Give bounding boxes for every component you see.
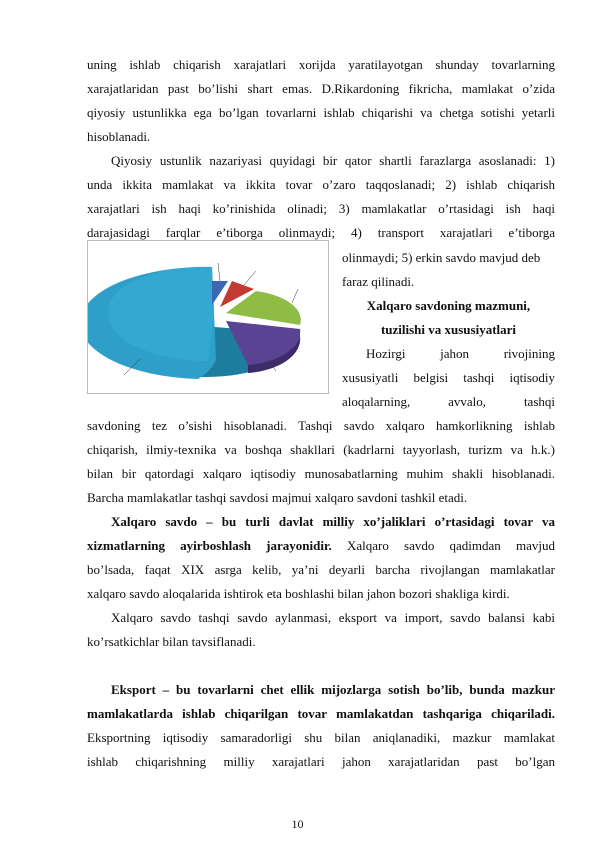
- body-text-line: Eksportning iqtisodiy samaradorligi shu bilan aniqlanadiki, mazkur mamlakat: [87, 730, 555, 745]
- body-text-line: bo’lsada, faqat XIX asrga kelib, ya’ni deyarli barcha rivojlangan mamlakatlar: [87, 562, 555, 577]
- mixed-text-line: [87, 538, 555, 554]
- bold-definition-line: Eksport – bu tovarlarni chet ellik mijozlarga sotish bo’lib, bunda mazkur: [111, 682, 555, 697]
- body-text-span: Xalqaro savdo qadimdan mavjud: [331, 538, 555, 553]
- section-heading: tuzilishi va xususiyatlari: [380, 322, 517, 337]
- body-text-line: Barcha mamlakatlar tashqi savdosi majmui xalqaro savdoni tashkil etadi.: [87, 490, 468, 505]
- bold-definition-line: Xalqaro savdo – bu turli davlat milliy xo’jaliklari o’rtasidagi tovar va: [111, 514, 555, 529]
- body-text-line: aloqalarning, avvalo, tashqi: [342, 394, 555, 409]
- body-text-line: xalqaro savdo aloqalarida ishtirok eta boshlashi bilan jahon bozori shakliga kirdi.: [87, 586, 510, 601]
- body-text-line: uning ishlab chiqarish xarajatlari xorijda yaratilayotgan shunday tovarlarning: [87, 57, 555, 72]
- body-text-line: qiyosiy ustunlikka ega bo’lgan tovarlarni ishlab chiqarishi va chetga sotishi yetarli: [87, 105, 555, 120]
- body-text-line: Qiyosiy ustunlik nazariyasi quyidagi bir qator shartli farazlarga asoslanadi: 1): [111, 153, 555, 168]
- body-text-line: unda ikkita mamlakat va ikkita tovar o’zaro taqqoslanadi; 2) ishlab chiqarish: [87, 177, 555, 192]
- body-text-line: darajasidagi farqlar e’tiborga olinmaydi; 4) transport xarajatlari e’tiborga: [87, 225, 555, 240]
- body-text-line: savdoning tez o’sishi hisoblanadi. Tashqi savdo xalqaro hamkorlikning ishlab: [87, 418, 555, 433]
- body-text-line: chiqarish, ilmiy-texnika va boshqa shakllari (kadrlarni tayyorlash, turizm va h.k.): [87, 442, 555, 457]
- body-text-line: Hozirgi jahon rivojining: [366, 346, 555, 361]
- body-text-line: Xalqaro savdo tashqi savdo aylanmasi, eksport va import, savdo balansi kabi: [111, 610, 555, 625]
- pie-chart-image: [87, 240, 329, 394]
- body-text-line: ishlab chiqarishning milliy xarajatlari jahon xarajatlaridan past bo’lgan: [87, 754, 555, 769]
- body-text-line: olinmaydi; 5) erkin savdo mavjud deb: [342, 250, 541, 265]
- body-text-line: xarajatlaridan past bo’lishi shart emas. D.Rikardoning fikricha, mamlakat o’zida: [87, 81, 555, 96]
- body-text-line: xarajatlari ish haqi ko’rinishida olinadi; 3) mamlakatlar o’rtasidagi ish haqi: [87, 201, 555, 216]
- section-heading: Xalqaro savdoning mazmuni,: [366, 298, 531, 313]
- bold-definition-text: xizmatlarning ayirboshlash jarayonidir.: [87, 538, 332, 553]
- body-text-line: faraz qilinadi.: [342, 274, 415, 289]
- body-text-line: ko’rsatkichlar bilan tavsiflanadi.: [87, 634, 256, 649]
- page-number: 10: [291, 817, 304, 831]
- body-text-line: hisoblanadi.: [87, 129, 151, 144]
- body-text-line: xususiyatli belgisi tashqi iqtisodiy: [342, 370, 555, 385]
- body-text-line: bilan bir qatordagi xalqaro iqtisodiy munosabatlarning muhim shakli hisoblanadi.: [87, 466, 555, 481]
- bold-definition-line: mamlakatlarda ishlab chiqarilgan tovar mamlakatdan tashqariga chiqariladi.: [87, 706, 555, 721]
